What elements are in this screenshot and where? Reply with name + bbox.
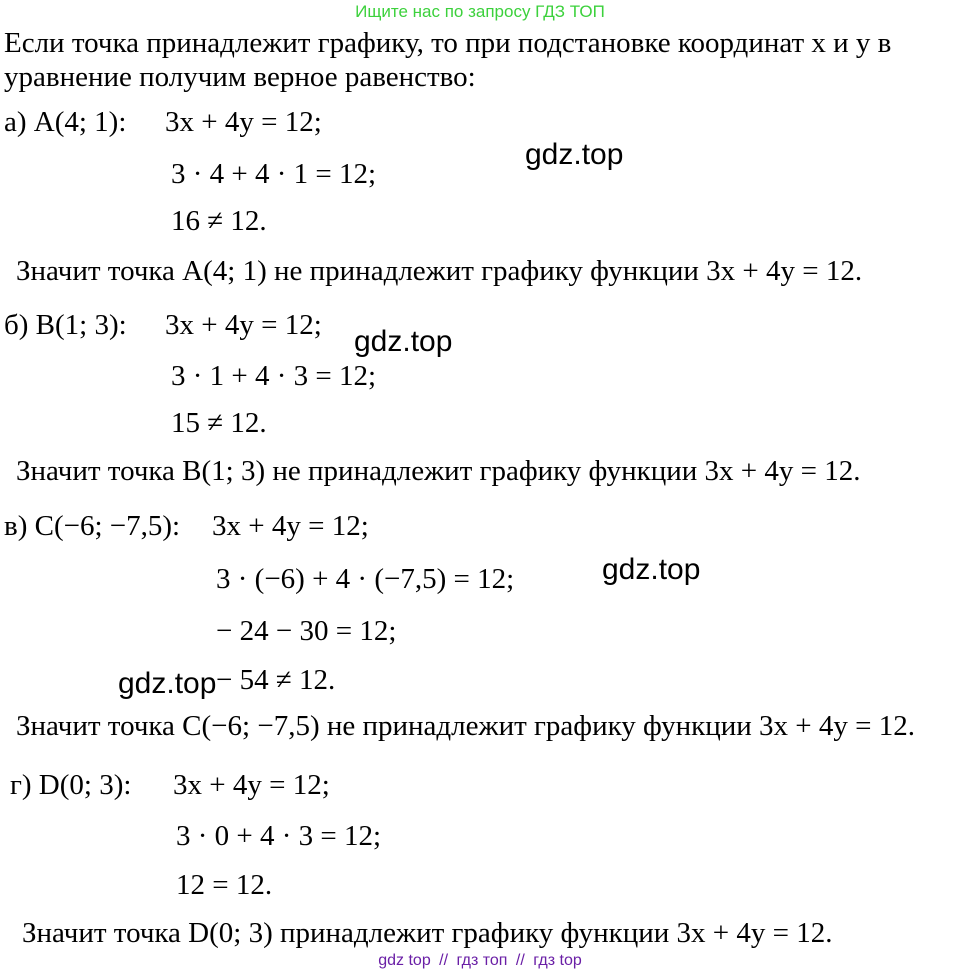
intro-line-1: Если точка принадлежит графику, то при подстановке координат x и y в: [4, 27, 892, 59]
footer-link-2[interactable]: гдз топ: [456, 952, 508, 969]
part-a-substitution: 3 · 4 + 4 · 1 = 12;: [171, 158, 377, 190]
watermark-2: gdz.top: [354, 325, 453, 358]
part-a-conclusion: Значит точка A(4; 1) не принадлежит графику функции 3x + 4y = 12.: [16, 255, 863, 287]
part-a-result: 16 ≠ 12.: [171, 205, 267, 237]
part-d-equation: 3x + 4y = 12;: [173, 769, 330, 801]
part-c-result: − 54 ≠ 12.: [216, 664, 336, 696]
footer-links: [0, 952, 960, 970]
part-c-step: − 24 − 30 = 12;: [216, 615, 397, 647]
part-c-substitution: 3 · (−6) + 4 · (−7,5) = 12;: [216, 563, 515, 595]
part-d-substitution: 3 · 0 + 4 · 3 = 12;: [176, 820, 382, 852]
part-c-conclusion: Значит точка C(−6; −7,5) не принадлежит графику функции 3x + 4y = 12.: [16, 710, 915, 742]
part-d-conclusion: Значит точка D(0; 3) принадлежит графику функции 3x + 4y = 12.: [22, 917, 833, 949]
part-d-label: г) D(0; 3):: [10, 769, 132, 801]
part-c-equation: 3x + 4y = 12;: [212, 510, 369, 542]
footer-separator-1: //: [439, 952, 449, 969]
part-a-label: а) A(4; 1):: [4, 106, 127, 138]
part-b-substitution: 3 · 1 + 4 · 3 = 12;: [171, 360, 377, 392]
part-b-conclusion: Значит точка B(1; 3) не принадлежит графику функции 3x + 4y = 12.: [16, 455, 861, 487]
header-search-link[interactable]: Ищите нас по запросу ГДЗ ТОП: [355, 2, 605, 21]
watermark-1: gdz.top: [525, 138, 624, 171]
intro-line-2: уравнение получим верное равенство:: [4, 61, 476, 93]
footer-link-3[interactable]: гдз top: [533, 952, 582, 969]
watermark-4: gdz.top: [118, 667, 217, 700]
part-b-equation: 3x + 4y = 12;: [165, 309, 322, 341]
part-d-result: 12 = 12.: [176, 869, 273, 901]
part-c-label: в) C(−6; −7,5):: [4, 510, 181, 542]
footer-link-1[interactable]: gdz top: [378, 952, 431, 969]
part-b-label: б) B(1; 3):: [4, 309, 127, 341]
part-b-result: 15 ≠ 12.: [171, 407, 267, 439]
part-a-equation: 3x + 4y = 12;: [165, 106, 322, 138]
watermark-3: gdz.top: [602, 553, 701, 586]
footer-separator-2: //: [515, 952, 525, 969]
